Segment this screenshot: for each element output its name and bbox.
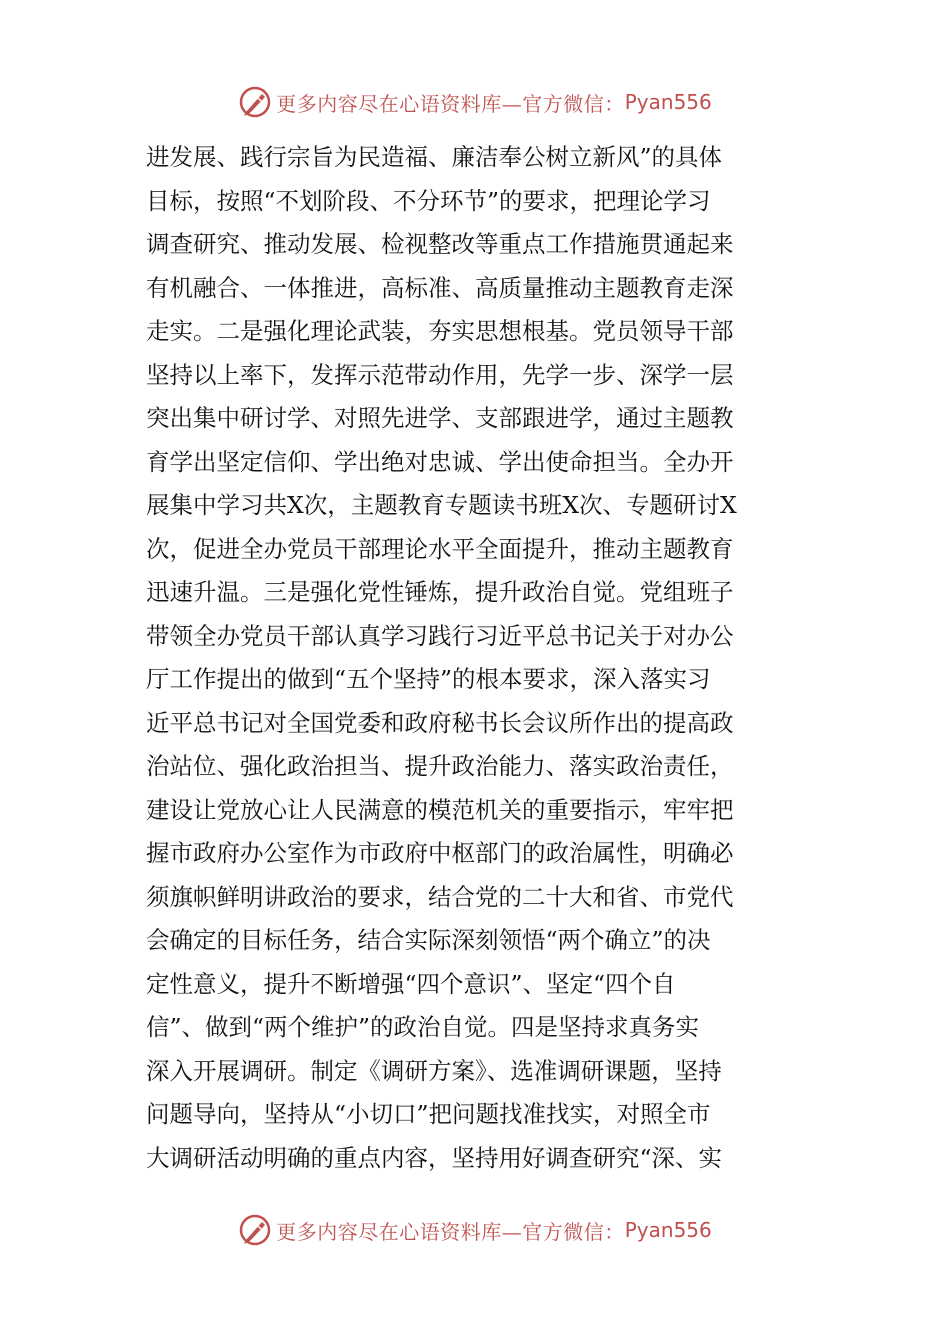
text-line: 握市政府办公室作为市政府中枢部门的政治属性，明确必	[146, 839, 734, 867]
text-line: 育学出坚定信仰、学出绝对忠诚、学出使命担当。全办开	[146, 447, 734, 476]
text-line: 建设让党放心让人民满意的模范机关的重要指示，牢牢把	[146, 795, 734, 824]
document-body	[146, 136, 812, 1180]
footer-banner	[0, 1210, 950, 1250]
text-line: 会确定的目标任务，结合实际深刻领悟“两个确立”的决	[146, 926, 711, 954]
pen-logo-icon	[238, 85, 272, 119]
text-line: 大调研活动明确的重点内容，坚持用好调查研究“深、实	[146, 1143, 723, 1172]
text-line: 突出集中研讨学、对照先进学、支部跟进学，通过主题教	[146, 404, 734, 432]
text-line: 深入开展调研。制定《调研方案》、选准调研课题，坚持	[146, 1056, 722, 1085]
banner-wechat-id: Pyan556	[624, 90, 712, 114]
text-line: 治站位、强化政治担当、提升政治能力、落实政治责任，	[146, 752, 734, 780]
banner-wechat-id: Pyan556	[624, 1218, 712, 1242]
text-line: 须旗帜鲜明讲政治的要求，结合党的二十大和省、市党代	[146, 882, 734, 911]
banner-text: 更多内容尽在心语资料库—官方微信：	[276, 91, 625, 116]
text-line: 调查研究、推动发展、检视整改等重点工作措施贯通起来	[146, 230, 734, 258]
text-line: 带领全办党员干部认真学习践行习近平总书记关于对办公	[146, 621, 734, 650]
text-line: 问题导向，坚持从“小切口”把问题找准找实，对照全市	[146, 1100, 711, 1128]
text-line: 走实。二是强化理论武装，夯实思想根基。党员领导干部	[146, 317, 734, 345]
text-line: 展集中学习共X次，主题教育专题读书班X次、专题研讨X	[146, 491, 737, 519]
text-line: 有机融合、一体推进，高标准、高质量推动主题教育走深	[146, 273, 734, 302]
text-line: 目标，按照“不划阶段、不分环节”的要求，把理论学习	[146, 186, 711, 215]
pen-logo-icon	[238, 1213, 272, 1247]
text-line: 进发展、践行宗旨为民造福、廉洁奉公树立新风”的具体	[146, 143, 723, 171]
text-line: 厅工作提出的做到“五个坚持”的根本要求，深入落实习	[146, 665, 711, 693]
text-line: 定性意义，提升不断增强“四个意识”、坚定“四个自	[146, 969, 676, 998]
header-banner	[0, 82, 950, 122]
banner-text: 更多内容尽在心语资料库—官方微信：	[276, 1219, 625, 1244]
text-line: 信”、做到“两个维护”的政治自觉。四是坚持求真务实	[146, 1013, 700, 1041]
text-line: 近平总书记对全国党委和政府秘书长会议所作出的提高政	[146, 708, 734, 737]
text-line: 坚持以上率下，发挥示范带动作用，先学一步、深学一层	[146, 360, 734, 389]
text-line: 次，促进全办党员干部理论水平全面提升，推动主题教育	[146, 534, 734, 563]
text-line: 迅速升温。三是强化党性锤炼，提升政治自觉。党组班子	[146, 578, 734, 606]
